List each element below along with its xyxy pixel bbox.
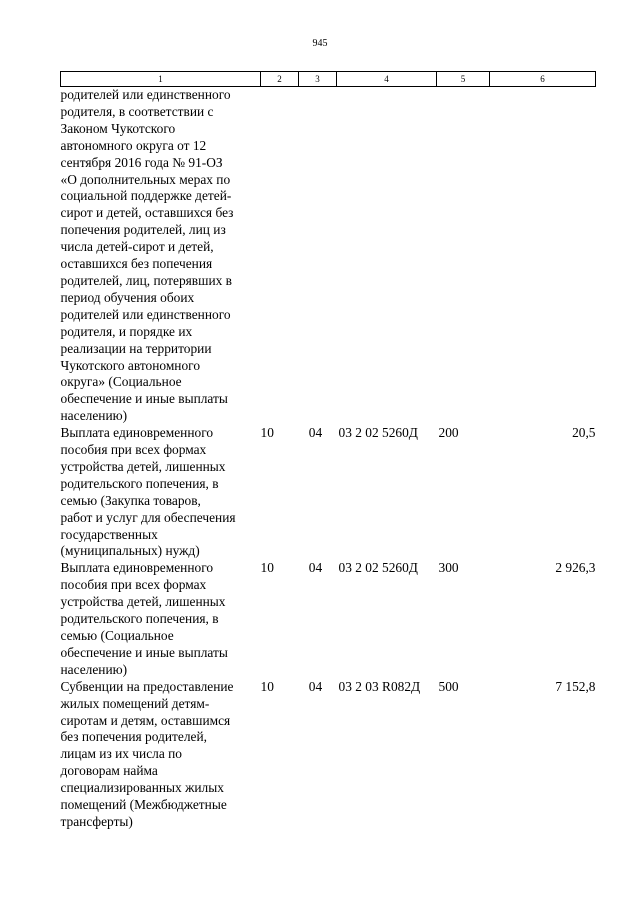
row-sum: 7 152,8 (555, 678, 596, 694)
description-line: родителя, в соответствии с (60, 103, 214, 119)
description-line: родителей или единственного (60, 306, 231, 322)
description-line: сиротам и детям, оставшимся (60, 712, 231, 728)
description-line: семью (Закупка товаров, (60, 492, 201, 508)
table-body (61, 87, 596, 831)
description-line: родительского попечения, в (60, 475, 219, 491)
description-line: Законом Чукотского (60, 120, 176, 136)
description-line: помещений (Межбюджетные (60, 797, 227, 813)
row-target-code: 03 2 02 5260Д (338, 425, 418, 441)
description-line: государственных (60, 526, 158, 542)
description-line: сентября 2016 года № 91-ОЗ (60, 154, 223, 170)
row-description (61, 679, 261, 831)
column-header-4: 4 (337, 72, 437, 87)
description-line: (муниципальных) нужд) (60, 543, 200, 559)
description-line: пособия при всех формах (60, 577, 207, 593)
column-header-6: 6 (490, 72, 596, 87)
row-sum: 2 926,3 (555, 560, 596, 576)
page-number: 945 (312, 38, 328, 49)
row-sum (490, 87, 596, 426)
description-line: числа детей-сирот и детей, (60, 239, 214, 255)
description-line: реализации на территории (60, 340, 212, 356)
budget-table (60, 71, 596, 831)
description-line: период обучения обоих (60, 289, 195, 305)
description-line: работ и услуг для обеспечения (60, 509, 236, 525)
row-subsection (299, 87, 337, 426)
description-line: социальной поддержке детей- (60, 188, 232, 204)
description-line: договорам найма (60, 763, 158, 779)
description-line: пособия при всех формах (60, 442, 207, 458)
description-line: обеспечение и иные выплаты (60, 644, 228, 660)
description-line: устройства детей, лишенных (60, 458, 226, 474)
description-line: родителя, и порядке их (60, 323, 193, 339)
description-line: лицам из их числа по (60, 746, 182, 762)
description-line: Выплата единовременного (60, 425, 214, 441)
row-section: 10 (260, 425, 274, 441)
row-section (261, 87, 299, 426)
description-line: оставшихся без попечения (60, 256, 213, 272)
row-description (61, 87, 261, 426)
column-header-2: 2 (261, 72, 299, 87)
column-header-1: 1 (61, 72, 261, 87)
table-row (61, 425, 596, 560)
row-section: 10 (260, 560, 274, 576)
row-subsection: 04 (308, 678, 323, 694)
description-line: «О дополнительных мерах по (60, 171, 231, 187)
description-line: родительского попечения, в (60, 611, 219, 627)
description-line: сирот и детей, оставшихся без (60, 205, 234, 221)
row-expense-type (437, 87, 490, 426)
description-line: специализированных жилых (60, 780, 224, 796)
row-section: 10 (260, 678, 274, 694)
description-line: трансферты) (60, 813, 133, 829)
row-subsection: 04 (308, 560, 323, 576)
description-line: населению) (60, 661, 128, 677)
description-line: жилых помещений детям- (60, 695, 210, 711)
row-target-code (337, 87, 437, 426)
row-description (61, 425, 261, 560)
description-line: устройства детей, лишенных (60, 594, 226, 610)
description-line: родителей, лиц, потерявших в (60, 272, 232, 288)
column-header-5: 5 (437, 72, 490, 87)
description-line: округа» (Социальное (60, 374, 182, 390)
description-line: Выплата единовременного (60, 560, 214, 576)
table-row (61, 87, 596, 426)
table-header-row (61, 72, 596, 87)
description-line: автономного округа от 12 (60, 137, 207, 153)
row-subsection: 04 (308, 425, 323, 441)
row-expense-type: 500 (438, 678, 459, 694)
row-sum: 20,5 (572, 425, 596, 441)
description-line: родителей или единственного (60, 87, 231, 102)
description-line: населению) (60, 408, 128, 424)
row-target-code: 03 2 03 R082Д (338, 678, 421, 694)
description-line: без попечения родителей, (60, 729, 207, 745)
description-line: обеспечение и иные выплаты (60, 391, 228, 407)
row-description (61, 560, 261, 678)
description-line: семью (Социальное (60, 628, 174, 643)
row-target-code: 03 2 02 5260Д (338, 560, 418, 576)
description-line: попечения родителей, лиц из (60, 222, 226, 238)
description-line: Чукотского автономного (60, 357, 201, 373)
row-expense-type: 200 (438, 425, 459, 441)
description-line: Субвенции на предоставление (60, 678, 234, 694)
table-row (61, 679, 596, 831)
table-row (61, 560, 596, 678)
column-header-3: 3 (299, 72, 337, 87)
row-expense-type: 300 (438, 560, 459, 576)
